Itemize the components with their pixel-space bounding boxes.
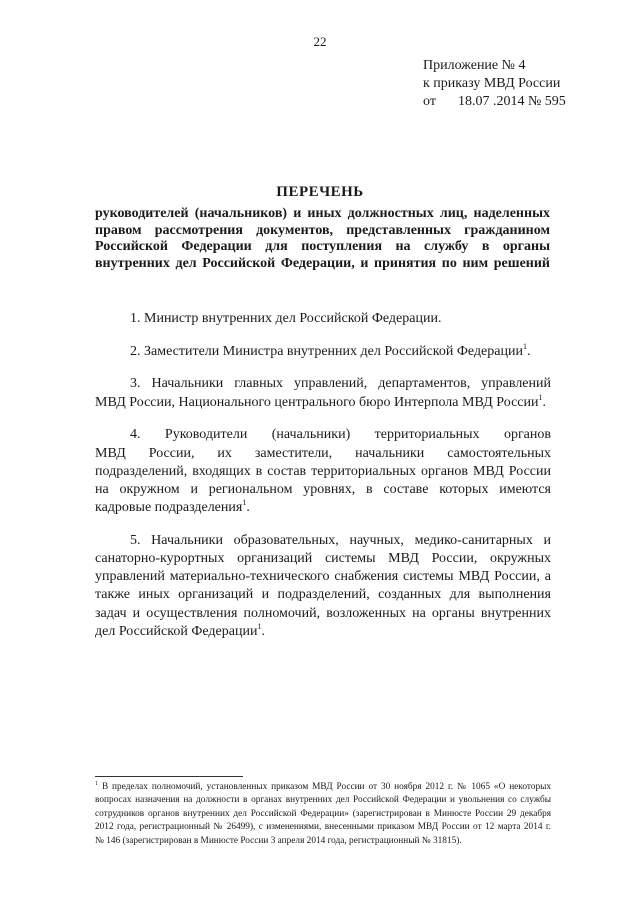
list-item-line: также иных организаций и подразделений, созданных для выполнения (95, 587, 551, 603)
list-body (95, 310, 551, 656)
subtitle-line: руководителей (начальников) и иных должностных лиц, наделенных (95, 206, 550, 221)
footnote-ref: 1 (242, 498, 247, 508)
list-item (95, 310, 551, 328)
appendix-header (423, 57, 566, 111)
footnote-ref: 1 (522, 341, 527, 351)
list-item-line: 5. Начальники образовательных, научных, медико-санитарных и (130, 532, 551, 548)
page-number: 22 (313, 34, 327, 49)
subtitle-line: внутренних дел Российской Федерации, и принятия по ним решений (95, 255, 550, 271)
list-item-line: МВД России, Национального центрального бюро Интерпола МВД России$^1$. (95, 392, 547, 410)
list-item-line: задач и осуществления полномочий, возложенных на органы внутренних (95, 605, 551, 621)
list-item (95, 532, 551, 641)
footnote-ref: 1 (538, 392, 543, 402)
footnote-line: № 146 (зарегистрирован в Минюсте России 3 апреля 2014 года, регистрационный № 31815). (95, 835, 462, 846)
document-subtitle (95, 206, 550, 272)
footnote-line: сотрудников органов внутренних дел Российской Федерации» (зарегистрирован в Минюсте России 29 декабря (95, 808, 551, 819)
appendix-date: 18.07 .2014 № 595 (457, 94, 566, 109)
footnote-marker: 1 (95, 781, 98, 787)
list-item-line: дел Российской Федерации$^1$. (95, 621, 265, 639)
footnote-line: 2012 года, регистрационный № 26499), с изменениями, внесенными приказом МВД России от 12 марта 2014 г. (95, 822, 551, 833)
footnote-ref: 1 (257, 621, 262, 631)
document-title: ПЕРЕЧЕНЬ (276, 184, 364, 200)
list-item (95, 375, 551, 411)
appendix-date-row (423, 93, 566, 111)
list-item-line: управлений материально-технического снабжения системы МВД России, а (95, 569, 551, 585)
list-item-line: 4. Руководители (начальники) территориальных органов (130, 427, 551, 443)
appendix-date-prefix: от (423, 94, 436, 109)
footnote-separator (95, 776, 243, 777)
list-item-line: МВД России, их заместители, начальники самостоятельных (95, 445, 551, 461)
appendix-line-2: к приказу МВД России (423, 76, 561, 91)
list-item-line: 1. Министр внутренних дел Российской Федерации. (130, 311, 442, 326)
list-item-line: 3. Начальники главных управлений, департаментов, управлений (130, 376, 551, 392)
list-item (95, 426, 551, 517)
list-item-line: кадровые подразделения$^1$. (95, 498, 250, 516)
list-item-line: 2. Заместители Министра внутренних дел Российской Федерации$^1$. (130, 341, 531, 359)
footnote-line: вопросах назначения на должности в органах внутренних дел Российской Федерации и увольнения со службы (95, 795, 551, 806)
subtitle-line: правом рассмотрения документов, представленных гражданином (95, 222, 550, 238)
list-item-line: на окружном и региональном уровнях, в составе которых имеются (95, 481, 551, 497)
footnote (95, 781, 551, 848)
list-item-line: подразделений, входящих в состав территориальных органов МВД России (95, 463, 551, 479)
appendix-line-1: Приложение № 4 (423, 58, 526, 73)
subtitle-line: Российской Федерации для поступления на службу в органы (95, 239, 550, 254)
footnote-line: $^1$ В пределах полномочий, установленных приказом МВД России от 30 ноября 2012 г. № 1065 «О некоторых (95, 781, 552, 792)
list-item (95, 343, 551, 361)
list-item-line: санаторно-курортных организаций системы МВД России, окружных (95, 551, 551, 567)
